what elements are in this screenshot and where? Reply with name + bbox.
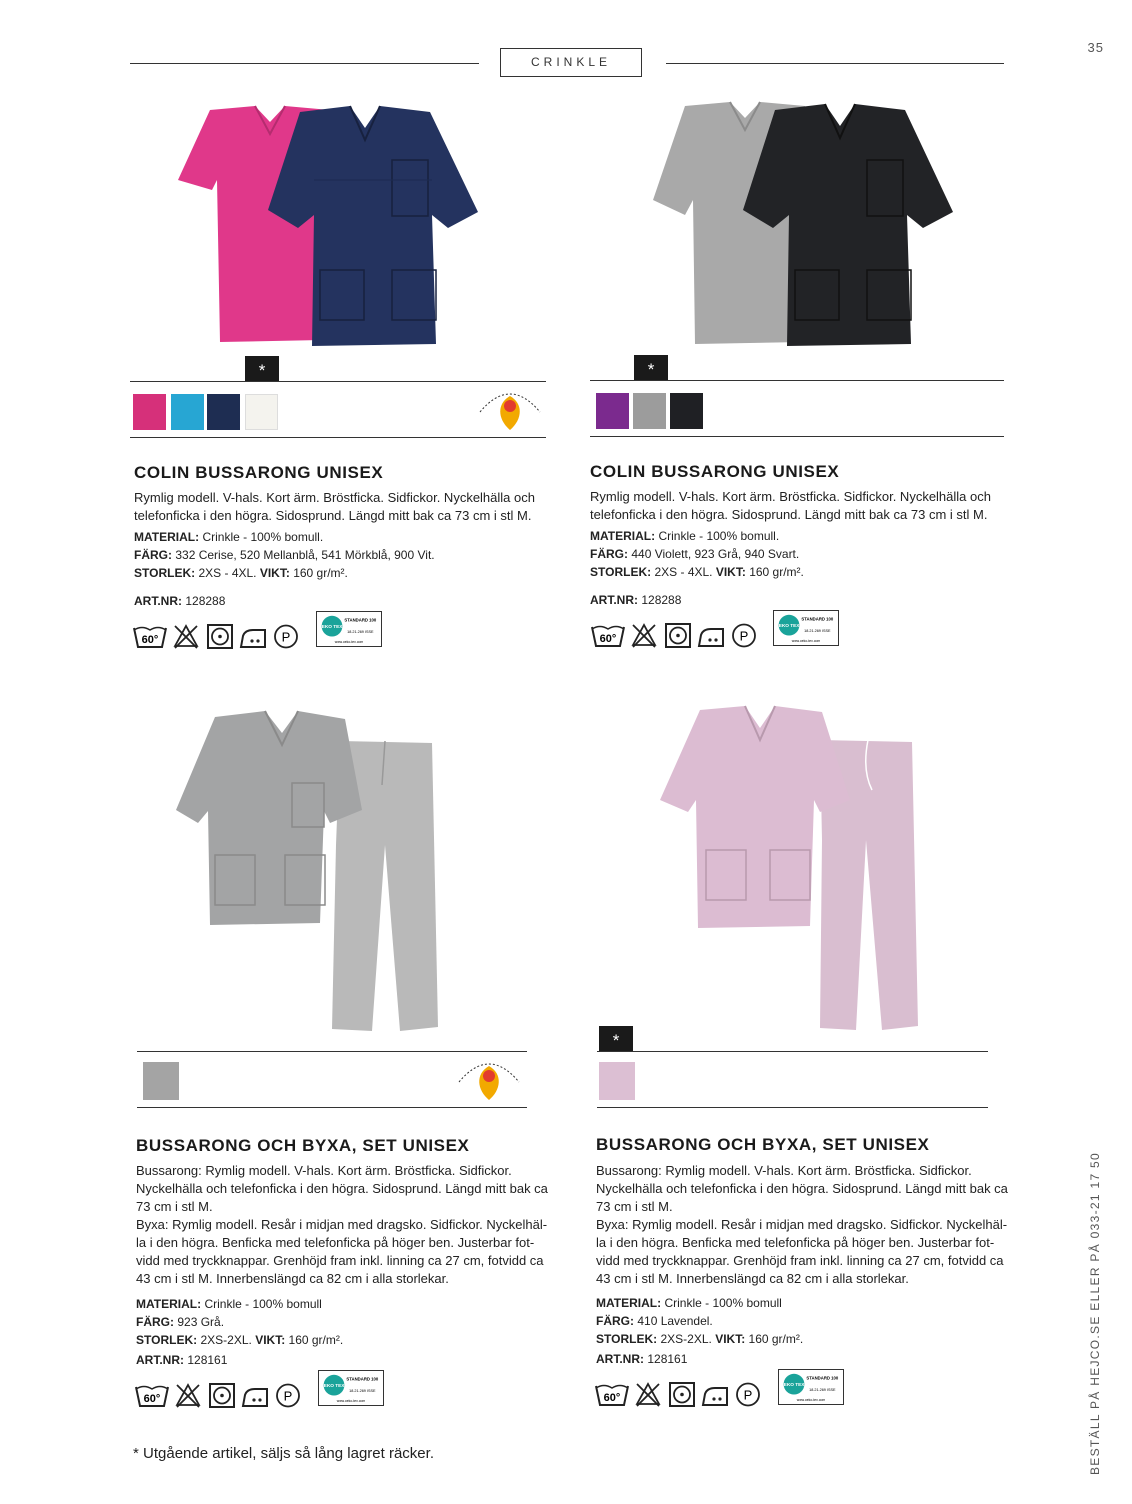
svg-text:18.21.269 ISSE: 18.21.269 ISSE <box>347 629 374 634</box>
svg-text:OEKO TEX®: OEKO TEX® <box>780 1383 808 1389</box>
spec-color <box>136 1313 224 1331</box>
weight-value: 160 gr/m². <box>293 566 348 580</box>
wash-60-icon <box>592 627 624 647</box>
material-value: Crinkle - 100% bomull <box>204 1297 322 1311</box>
art-label: ART.NR: <box>134 594 182 608</box>
product-description-pants: Byxa: Rymlig modell. Resår i midjan med dragsko. Sidfickor. Nyckelhäl-la i den högra. Benficka med telefonficka på höger ben. Justerbar fot-vidd med tryckknappar. Grenhöjd fram inkl. linning ca 27 cm, fotvidd ca 43 cm i stl M. Innerbenslängd ca 82 cm i alla storlekar. <box>596 1217 1008 1286</box>
swatch-violett[interactable] <box>596 393 629 429</box>
spec-color <box>596 1312 713 1330</box>
color-label: FÄRG: <box>136 1315 174 1329</box>
footnote: * Utgående artikel, säljs så lång lagret räcker. <box>133 1445 434 1462</box>
product-description: Rymlig modell. V-hals. Kort ärm. Bröstficka. Sidfickor. Nyckelhälla och telefonficka i den högra. Sidosprund. Längd mitt bak ca 73 cm i stl M. <box>134 490 535 523</box>
tumble-dry-icon <box>670 1383 694 1406</box>
oeko-tex-label <box>773 610 839 646</box>
care-symbols <box>133 622 303 650</box>
material-label: MATERIAL: <box>134 530 200 544</box>
product-photo-lavender-set <box>650 700 930 1035</box>
product-title: BUSSARONG OCH BYXA, SET UNISEX <box>136 1136 470 1155</box>
care-symbols <box>135 1381 305 1409</box>
weight-value: 160 gr/m². <box>288 1333 344 1347</box>
adda-procurement-logo <box>474 386 546 432</box>
art-value: 128288 <box>641 593 682 607</box>
product-description-pants: Byxa: Rymlig modell. Resår i midjan med dragsko. Sidfickor. Nyckelhäl-la i den högra. Benficka med telefonficka på höger ben. Justerbar fot-vidd med tryckknappar. Grenhöjd fram inkl. linning ca 27 cm, fotvidd ca 43 cm i stl M. Innerbenslängd ca 82 cm i alla storlekar. <box>136 1217 548 1286</box>
oeko-tex-label <box>316 611 382 647</box>
no-bleach-icon <box>633 625 655 647</box>
svg-text:www.oeko-tex.com: www.oeko-tex.com <box>334 640 364 645</box>
swatch-svart[interactable] <box>670 393 703 429</box>
size-value: 2XS-2XL. <box>660 1332 712 1346</box>
art-value: 128288 <box>185 594 226 608</box>
svg-text:P: P <box>281 629 291 645</box>
color-swatch-band <box>597 1051 988 1108</box>
weight-label: VIKT: <box>259 566 290 580</box>
swatch-morkbla[interactable] <box>207 394 240 430</box>
dry-clean-p-icon <box>277 1385 299 1407</box>
size-label: STORLEK: <box>134 566 196 580</box>
svg-text:P: P <box>743 1387 753 1403</box>
svg-text:18.21.269 ISSE: 18.21.269 ISSE <box>349 1388 376 1393</box>
iron-icon <box>243 1389 267 1406</box>
color-label: FÄRG: <box>596 1314 634 1328</box>
svg-text:www.oeko-tex.com: www.oeko-tex.com <box>791 639 821 644</box>
product-description: Bussarong: Rymlig modell. V-hals. Kort ärm. Bröstficka. Sidfickor. Nyckelhälla och telefonficka i den högra. Sidosprund. Längd mitt bak ca 73 cm i stl M. <box>136 1163 548 1214</box>
product-title: BUSSARONG OCH BYXA, SET UNISEX <box>596 1135 930 1154</box>
color-value: 440 Violett, 923 Grå, 940 Svart. <box>631 547 800 561</box>
material-label: MATERIAL: <box>136 1297 202 1311</box>
svg-text:60°: 60° <box>603 1392 621 1404</box>
color-value: 410 Lavendel. <box>637 1314 713 1328</box>
svg-text:18.21.269 ISSE: 18.21.269 ISSE <box>809 1387 836 1392</box>
swatch-mellanbla[interactable] <box>171 394 204 430</box>
svg-text:OEKO TEX®: OEKO TEX® <box>318 625 346 631</box>
svg-text:STANDARD 100: STANDARD 100 <box>346 1376 379 1382</box>
side-order-text: BESTÄLL PÅ HEJCO.SE ELLER PÅ 033-21 17 50 <box>1088 1152 1102 1475</box>
no-bleach-icon <box>175 626 197 648</box>
color-value: 923 Grå. <box>177 1315 225 1329</box>
dry-clean-p-icon <box>737 1384 759 1406</box>
no-bleach-icon <box>177 1385 199 1407</box>
header-rule-left <box>130 63 479 64</box>
tumble-dry-icon <box>666 624 690 647</box>
size-value: 2XS - 4XL. <box>654 565 713 579</box>
product-photo-cerise-navy <box>170 100 490 350</box>
swatch-vit[interactable] <box>245 394 278 430</box>
wash-60-icon <box>136 1387 168 1407</box>
spec-material <box>134 528 323 546</box>
svg-text:OEKO TEX®: OEKO TEX® <box>320 1384 348 1390</box>
art-label: ART.NR: <box>136 1353 184 1367</box>
material-label: MATERIAL: <box>590 529 656 543</box>
weight-label: VIKT: <box>715 1332 746 1346</box>
weight-value: 160 gr/m². <box>749 565 804 579</box>
size-value: 2XS-2XL. <box>200 1333 252 1347</box>
wash-60-icon <box>134 628 166 648</box>
svg-text:P: P <box>739 628 749 644</box>
spec-material <box>136 1295 322 1313</box>
swatch-gra[interactable] <box>143 1062 179 1100</box>
discontinued-star-marker: * <box>599 1026 633 1052</box>
discontinued-star-marker: * <box>245 356 279 382</box>
size-label: STORLEK: <box>596 1332 658 1346</box>
tunic-grey <box>176 711 362 925</box>
weight-value: 160 gr/m². <box>748 1332 804 1346</box>
spec-size <box>596 1330 803 1348</box>
spec-material <box>596 1294 782 1312</box>
material-value: Crinkle - 100% bomull. <box>658 529 780 543</box>
svg-text:www.oeko-tex.com: www.oeko-tex.com <box>336 1399 366 1404</box>
wash-60-icon <box>596 1386 628 1406</box>
svg-text:18.21.269 ISSE: 18.21.269 ISSE <box>804 628 831 633</box>
spec-size <box>134 564 348 582</box>
svg-text:60°: 60° <box>599 633 617 645</box>
dry-clean-p-icon <box>733 625 755 647</box>
care-symbols <box>591 621 761 649</box>
section-label: CRINKLE <box>500 48 642 77</box>
product-description: Bussarong: Rymlig modell. V-hals. Kort ärm. Bröstficka. Sidfickor. Nyckelhälla och telefonficka i den högra. Sidosprund. Längd mitt bak ca 73 cm i stl M. <box>596 1163 1008 1214</box>
iron-icon <box>699 629 723 646</box>
iron-icon <box>703 1388 727 1405</box>
size-label: STORLEK: <box>590 565 652 579</box>
color-label: FÄRG: <box>590 547 628 561</box>
iron-icon <box>241 630 265 647</box>
spec-color <box>134 546 435 564</box>
article-number <box>596 1352 687 1366</box>
size-label: STORLEK: <box>136 1333 198 1347</box>
color-swatch-band <box>130 381 546 438</box>
svg-text:STANDARD 100: STANDARD 100 <box>801 616 834 622</box>
tumble-dry-icon <box>208 625 232 648</box>
care-symbols <box>595 1380 765 1408</box>
product-title: COLIN BUSSARONG UNISEX <box>590 462 840 481</box>
art-label: ART.NR: <box>590 593 638 607</box>
svg-text:P: P <box>283 1388 293 1404</box>
article-number <box>590 593 681 607</box>
color-label: FÄRG: <box>134 548 172 562</box>
spec-material <box>590 527 779 545</box>
color-swatch-band <box>590 380 1004 437</box>
color-value: 332 Cerise, 520 Mellanblå, 541 Mörkblå, 900 Vit. <box>175 548 435 562</box>
svg-text:OEKO TEX®: OEKO TEX® <box>775 624 803 630</box>
discontinued-star-marker: * <box>634 355 668 381</box>
art-value: 128161 <box>647 1352 688 1366</box>
header-rule-right <box>666 63 1004 64</box>
product-photo-grey-black <box>645 100 965 350</box>
oeko-tex-label <box>318 1370 384 1406</box>
swatch-gra[interactable] <box>633 393 666 429</box>
spec-size <box>136 1331 343 1349</box>
material-value: Crinkle - 100% bomull <box>664 1296 782 1310</box>
swatch-lavendel[interactable] <box>599 1062 635 1100</box>
svg-text:STANDARD 100: STANDARD 100 <box>344 617 377 623</box>
article-number <box>136 1353 227 1367</box>
spec-size <box>590 563 804 581</box>
material-value: Crinkle - 100% bomull. <box>202 530 324 544</box>
svg-text:STANDARD 100: STANDARD 100 <box>806 1375 839 1381</box>
size-value: 2XS - 4XL. <box>198 566 257 580</box>
dry-clean-p-icon <box>275 626 297 648</box>
svg-text:www.oeko-tex.com: www.oeko-tex.com <box>796 1398 826 1403</box>
weight-label: VIKT: <box>715 565 746 579</box>
color-swatch-band <box>137 1051 527 1108</box>
tumble-dry-icon <box>210 1384 234 1407</box>
spec-color <box>590 545 799 563</box>
product-photo-grey-set <box>170 705 460 1035</box>
product-description: Rymlig modell. V-hals. Kort ärm. Bröstficka. Sidfickor. Nyckelhälla och telefonficka i den högra. Sidosprund. Längd mitt bak ca 73 cm i stl M. <box>590 489 991 522</box>
product-title: COLIN BUSSARONG UNISEX <box>134 463 384 482</box>
swatch-cerise[interactable] <box>133 394 166 430</box>
oeko-tex-label <box>778 1369 844 1405</box>
material-label: MATERIAL: <box>596 1296 662 1310</box>
art-value: 128161 <box>187 1353 228 1367</box>
adda-procurement-logo <box>453 1056 525 1102</box>
no-bleach-icon <box>637 1384 659 1406</box>
art-label: ART.NR: <box>596 1352 644 1366</box>
weight-label: VIKT: <box>255 1333 286 1347</box>
page-number: 35 <box>1087 40 1104 55</box>
svg-text:60°: 60° <box>143 1393 161 1405</box>
svg-text:60°: 60° <box>141 634 159 646</box>
article-number <box>134 594 225 608</box>
